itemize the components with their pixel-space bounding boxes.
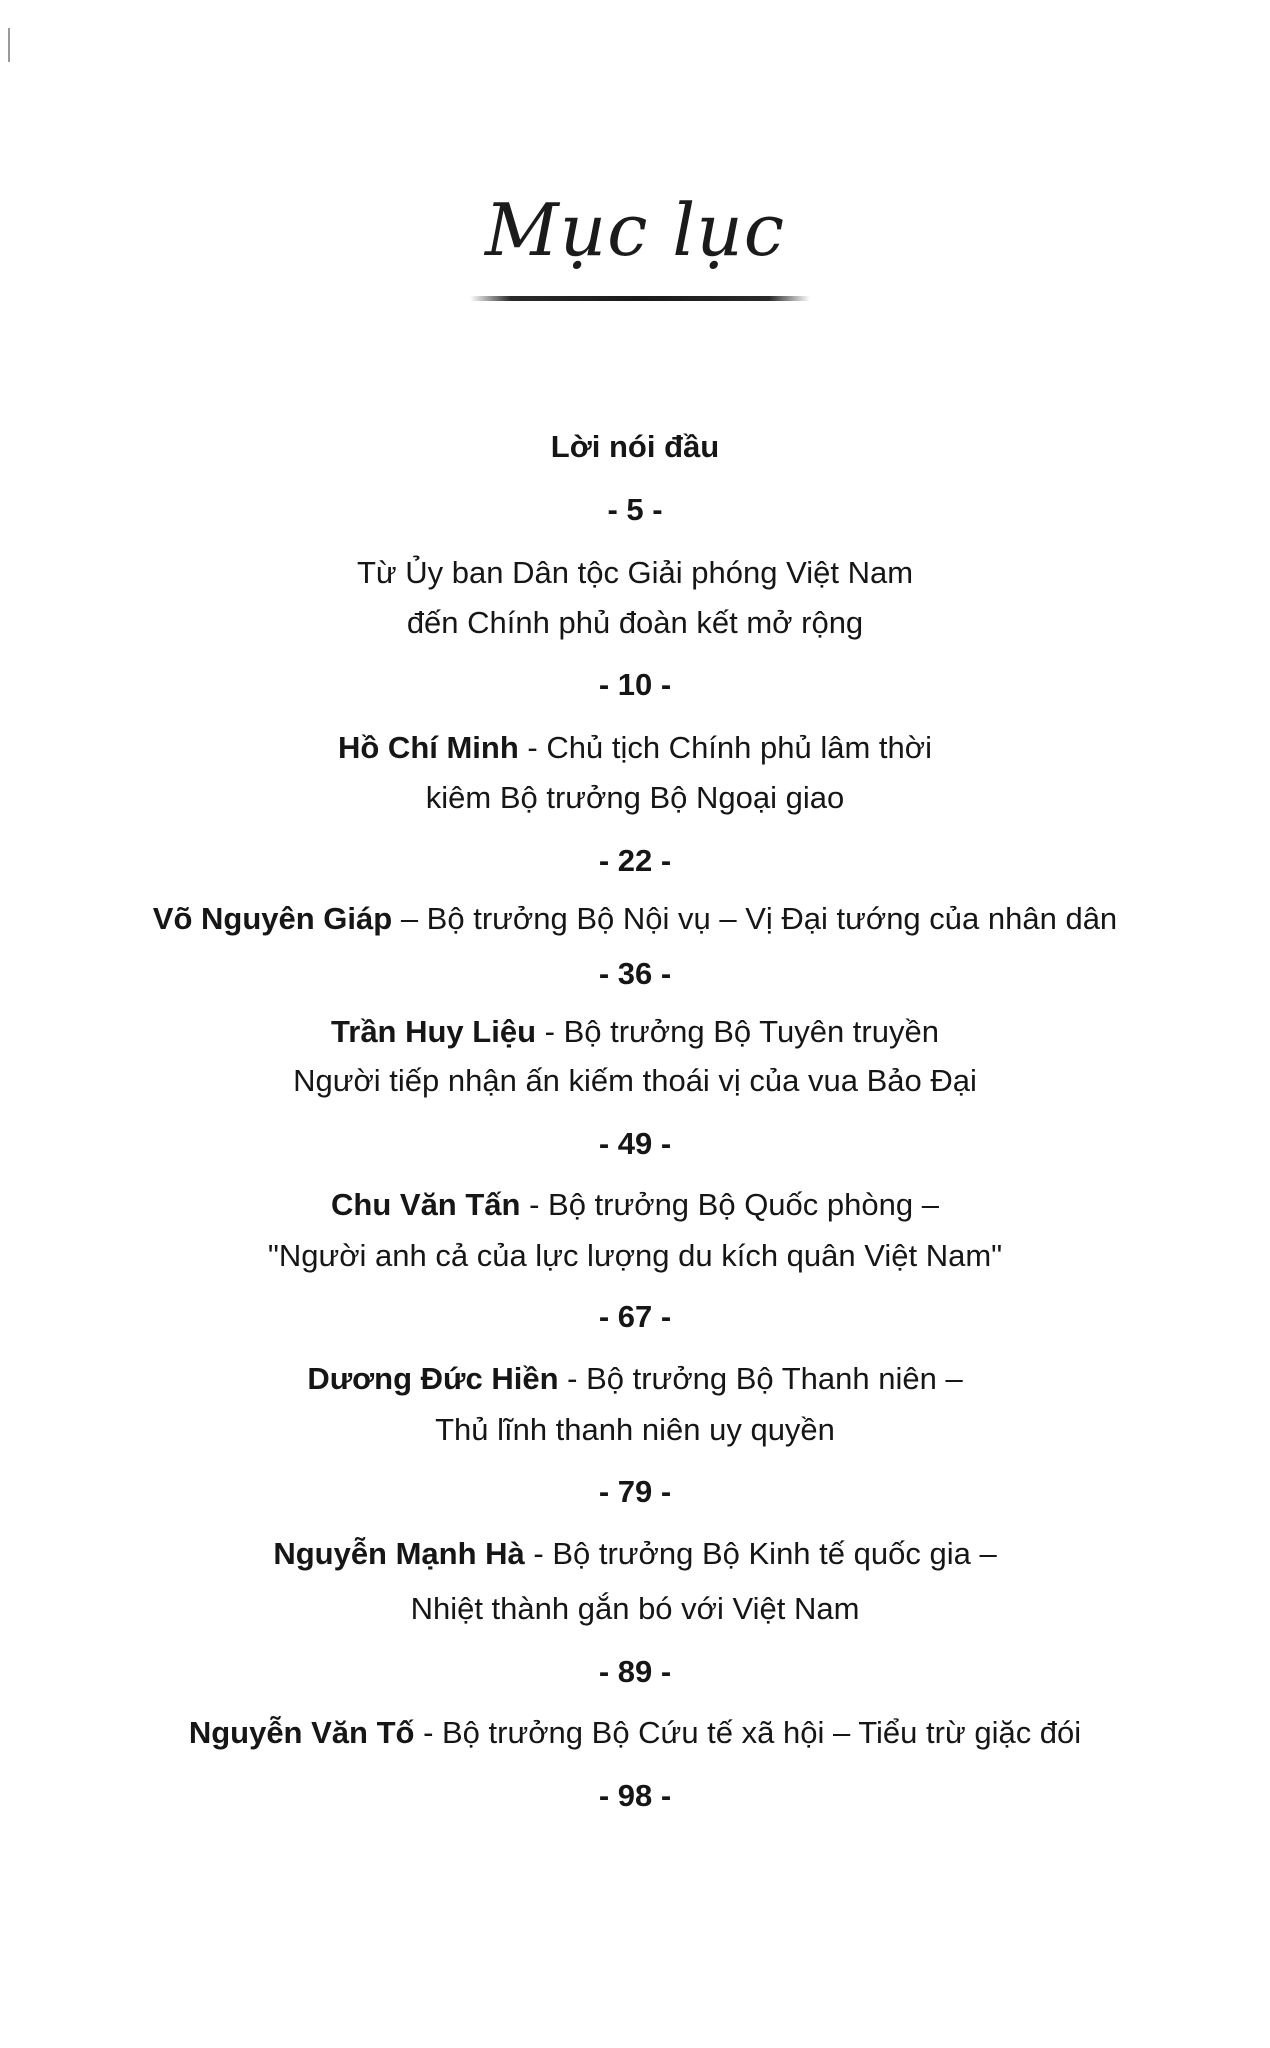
toc-entry-6-page: - 79 - — [598, 1474, 672, 1509]
toc-entry-4-name: Trần Huy Liệu — [331, 1014, 537, 1049]
toc-entry-6-name: Dương Đức Hiền — [307, 1361, 559, 1396]
toc-entry-8-role: - Bộ trưởng Bộ Cứu tế xã hội – Tiểu trừ giặc đói — [414, 1715, 1082, 1750]
toc-entry-8-name: Nguyễn Văn Tố — [188, 1715, 415, 1750]
toc-entry-7-role: - Bộ trưởng Bộ Kinh tế quốc gia – — [524, 1536, 997, 1571]
toc-entry-3-page: - 36 - — [598, 956, 672, 991]
toc-entry-6-line2: Thủ lĩnh thanh niên uy quyền — [435, 1412, 835, 1447]
toc-entry-0-heading — [0, 427, 1270, 467]
toc-entry-7-page: - 89 - — [598, 1654, 672, 1689]
toc-entry-5-line2: "Người anh cả của lực lượng du kích quân Việt Nam" — [267, 1238, 1003, 1273]
toc-entry-6-role: - Bộ trưởng Bộ Thanh niên – — [558, 1361, 963, 1396]
toc-entry-5-page: - 67 - — [598, 1299, 672, 1334]
toc-entry-4-line2: Người tiếp nhận ấn kiếm thoái vị của vua Bảo Đại — [293, 1063, 977, 1098]
toc-entry-8-page: - 98 - — [598, 1778, 672, 1813]
page-title: Mục lục — [484, 188, 786, 272]
page-edge-mark — [8, 28, 10, 62]
toc-entry-5-name: Chu Văn Tấn — [331, 1187, 521, 1222]
toc-entry-4-page: - 49 - — [598, 1126, 672, 1161]
toc-entry-3-line1 — [0, 899, 1270, 939]
toc-entry-5-role: - Bộ trưởng Bộ Quốc phòng – — [520, 1187, 939, 1222]
toc-entry-7-line2: Nhiệt thành gắn bó với Việt Nam — [410, 1591, 860, 1626]
toc-entry-2-name: Hồ Chí Minh — [338, 730, 519, 765]
toc-entry-0-title: Lời nói đầu — [550, 429, 720, 464]
toc-entry-2-role: - Chủ tịch Chính phủ lâm thời — [518, 730, 932, 765]
title-underline-rule — [470, 296, 810, 301]
toc-entry-2-line1 — [0, 728, 1270, 768]
toc-entry-2-page: - 22 - — [598, 843, 672, 878]
toc-entry-3-name: Võ Nguyên Giáp — [152, 901, 393, 936]
toc-entry-7-name: Nguyễn Mạnh Hà — [273, 1536, 525, 1571]
toc-entry-5-line1 — [0, 1185, 1270, 1225]
toc-entry-3-role: – Bộ trưởng Bộ Nội vụ – Vị Đại tướng của nhân dân — [392, 901, 1118, 936]
toc-entry-6-line1 — [0, 1359, 1270, 1399]
toc-entry-4-role: - Bộ trưởng Bộ Tuyên truyền — [536, 1014, 939, 1049]
toc-entry-1-line1: Từ Ủy ban Dân tộc Giải phóng Việt Nam — [356, 555, 914, 590]
toc-entry-4-line1 — [0, 1012, 1270, 1052]
toc-entry-0-page: - 5 - — [607, 492, 663, 527]
toc-entry-2-line2: kiêm Bộ trưởng Bộ Ngoại giao — [425, 780, 845, 815]
toc-entry-7-line1 — [0, 1534, 1270, 1574]
toc-entry-1-line2: đến Chính phủ đoàn kết mở rộng — [406, 605, 864, 640]
toc-entry-1-page: - 10 - — [598, 667, 672, 702]
toc-entry-8-line1 — [0, 1713, 1270, 1753]
